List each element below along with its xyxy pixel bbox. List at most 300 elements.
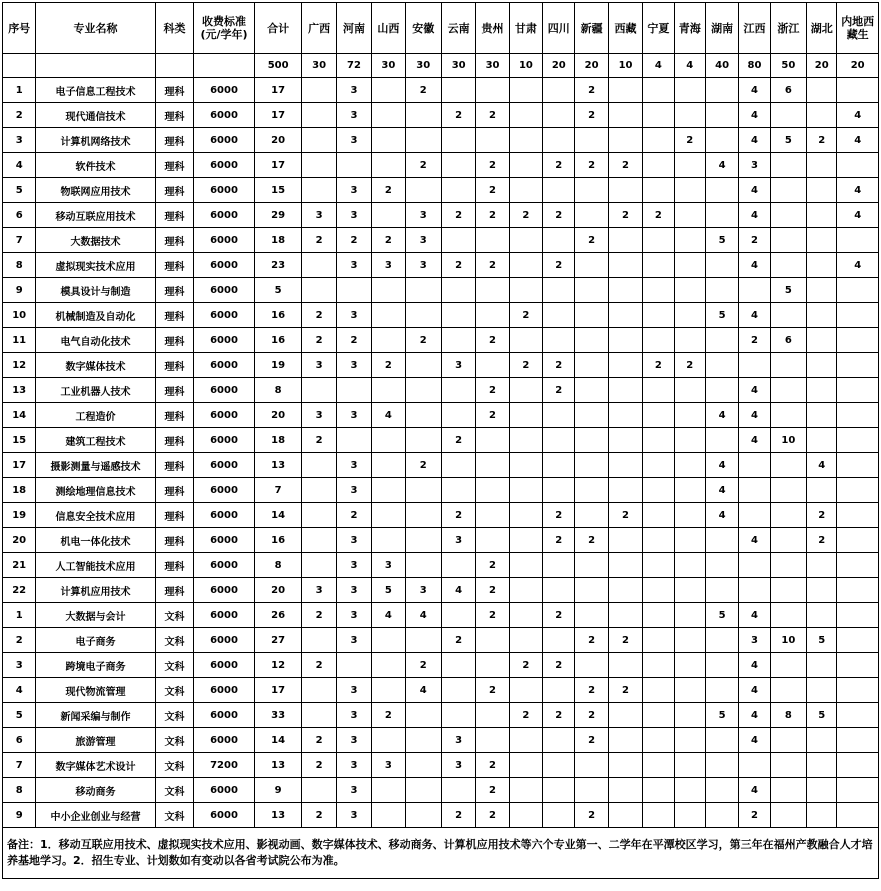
table-cell <box>674 428 705 453</box>
table-cell: 9 <box>3 803 36 828</box>
table-cell <box>509 228 542 253</box>
table-cell: 6000 <box>194 328 255 353</box>
table-cell <box>770 353 806 378</box>
table-cell <box>509 103 542 128</box>
table-cell <box>643 403 674 428</box>
table-cell <box>739 503 770 528</box>
table-cell: 3 <box>336 203 371 228</box>
table-cell <box>608 803 642 828</box>
table-cell <box>770 778 806 803</box>
table-cell <box>509 503 542 528</box>
table-cell <box>405 703 441 728</box>
table-cell: 2 <box>543 378 575 403</box>
table-cell <box>608 603 642 628</box>
table-cell: 4 <box>441 578 475 603</box>
table-cell: 2 <box>336 503 371 528</box>
table-cell: 4 <box>739 128 770 153</box>
table-cell <box>575 578 608 603</box>
table-cell: 10 <box>770 428 806 453</box>
table-cell: 理科 <box>155 428 193 453</box>
table-cell: 理科 <box>155 503 193 528</box>
table-cell: 6 <box>770 78 806 103</box>
table-cell <box>837 303 879 328</box>
table-cell <box>674 753 705 778</box>
table-cell: 2 <box>302 653 336 678</box>
table-cell <box>770 728 806 753</box>
table-cell: 3 <box>302 578 336 603</box>
table-cell: 20 <box>254 578 302 603</box>
table-cell <box>807 553 837 578</box>
table-cell <box>643 303 674 328</box>
table-cell: 2 <box>543 503 575 528</box>
table-cell <box>441 278 475 303</box>
table-cell <box>643 528 674 553</box>
table-cell <box>543 178 575 203</box>
table-cell <box>807 653 837 678</box>
table-cell <box>643 478 674 503</box>
table-cell: 10 <box>608 54 642 78</box>
table-cell <box>705 653 738 678</box>
table-cell: 2 <box>441 253 475 278</box>
table-cell <box>643 678 674 703</box>
table-cell: 软件技术 <box>36 153 155 178</box>
table-cell <box>372 453 405 478</box>
table-cell <box>441 328 475 353</box>
table-cell: 3 <box>739 628 770 653</box>
table-cell <box>509 528 542 553</box>
column-header: 序号 <box>3 3 36 54</box>
table-cell <box>674 378 705 403</box>
table-cell: 2 <box>543 203 575 228</box>
table-cell <box>643 253 674 278</box>
table-cell: 2 <box>575 678 608 703</box>
table-cell <box>837 603 879 628</box>
table-cell <box>441 303 475 328</box>
table-cell <box>807 403 837 428</box>
table-cell <box>405 403 441 428</box>
table-cell: 2 <box>302 303 336 328</box>
table-cell <box>608 453 642 478</box>
table-cell: 信息安全技术应用 <box>36 503 155 528</box>
table-cell: 8 <box>254 378 302 403</box>
table-cell <box>575 428 608 453</box>
table-cell: 6000 <box>194 178 255 203</box>
table-cell: 文科 <box>155 728 193 753</box>
table-cell <box>674 328 705 353</box>
table-cell: 3 <box>441 528 475 553</box>
table-cell: 理科 <box>155 303 193 328</box>
table-cell <box>405 428 441 453</box>
table-cell: 2 <box>509 653 542 678</box>
table-cell <box>837 503 879 528</box>
table-cell: 2 <box>302 803 336 828</box>
table-cell: 文科 <box>155 678 193 703</box>
table-cell <box>543 328 575 353</box>
table-cell <box>336 378 371 403</box>
table-cell: 虚拟现实技术应用 <box>36 253 155 278</box>
table-cell <box>509 453 542 478</box>
table-row <box>3 428 879 453</box>
table-cell: 30 <box>372 54 405 78</box>
table-cell: 9 <box>3 278 36 303</box>
table-cell <box>441 778 475 803</box>
table-row <box>3 303 879 328</box>
table-cell <box>509 128 542 153</box>
table-cell <box>643 453 674 478</box>
table-cell <box>476 128 509 153</box>
table-cell <box>807 303 837 328</box>
table-cell: 2 <box>302 728 336 753</box>
table-cell <box>837 703 879 728</box>
table-cell <box>608 103 642 128</box>
table-cell: 2 <box>543 703 575 728</box>
column-header: 山西 <box>372 3 405 54</box>
table-cell: 5 <box>705 228 738 253</box>
table-cell: 7 <box>254 478 302 503</box>
table-cell <box>837 478 879 503</box>
table-cell: 13 <box>254 753 302 778</box>
table-cell: 2 <box>476 778 509 803</box>
table-cell <box>543 78 575 103</box>
table-cell: 4 <box>739 78 770 103</box>
table-cell <box>405 553 441 578</box>
table-cell: 数字媒体艺术设计 <box>36 753 155 778</box>
table-cell <box>509 403 542 428</box>
table-row <box>3 528 879 553</box>
table-cell: 4 <box>739 103 770 128</box>
table-cell: 5 <box>705 303 738 328</box>
table-cell <box>807 178 837 203</box>
table-cell <box>643 778 674 803</box>
table-cell: 2 <box>405 453 441 478</box>
table-row <box>3 803 879 828</box>
table-cell <box>575 778 608 803</box>
table-row <box>3 603 879 628</box>
table-cell: 2 <box>608 628 642 653</box>
table-cell: 理科 <box>155 153 193 178</box>
table-cell <box>575 303 608 328</box>
table-cell: 6000 <box>194 603 255 628</box>
table-cell <box>674 678 705 703</box>
table-cell: 7 <box>3 228 36 253</box>
table-cell <box>575 403 608 428</box>
table-cell: 15 <box>254 178 302 203</box>
table-cell <box>674 653 705 678</box>
table-cell: 13 <box>254 453 302 478</box>
table-cell: 17 <box>254 78 302 103</box>
table-cell <box>36 54 155 78</box>
table-cell <box>575 553 608 578</box>
table-cell: 18 <box>254 428 302 453</box>
table-cell: 19 <box>3 503 36 528</box>
table-cell <box>608 753 642 778</box>
table-cell <box>739 553 770 578</box>
table-cell <box>643 803 674 828</box>
table-cell: 17 <box>254 103 302 128</box>
table-cell <box>476 478 509 503</box>
table-cell: 21 <box>3 553 36 578</box>
table-cell <box>705 328 738 353</box>
table-cell: 72 <box>336 54 371 78</box>
table-cell <box>509 778 542 803</box>
table-cell <box>674 453 705 478</box>
table-cell: 6000 <box>194 703 255 728</box>
table-cell <box>476 78 509 103</box>
table-cell: 4 <box>372 403 405 428</box>
table-cell <box>372 528 405 553</box>
table-cell <box>837 678 879 703</box>
table-cell: 5 <box>770 278 806 303</box>
table-cell <box>770 303 806 328</box>
table-cell: 2 <box>405 78 441 103</box>
table-cell: 2 <box>476 603 509 628</box>
table-cell: 6000 <box>194 303 255 328</box>
table-cell <box>705 753 738 778</box>
table-cell <box>674 503 705 528</box>
table-cell <box>476 703 509 728</box>
table-cell: 3 <box>336 453 371 478</box>
table-cell: 8 <box>3 253 36 278</box>
header-row <box>3 3 879 54</box>
table-cell <box>509 328 542 353</box>
table-cell <box>476 353 509 378</box>
table-cell: 4 <box>739 703 770 728</box>
table-cell: 5 <box>705 703 738 728</box>
table-cell <box>739 278 770 303</box>
table-cell <box>807 78 837 103</box>
table-cell <box>543 303 575 328</box>
table-cell: 4 <box>837 178 879 203</box>
table-cell <box>441 153 475 178</box>
table-cell <box>509 603 542 628</box>
table-cell <box>302 778 336 803</box>
table-cell: 5 <box>705 603 738 628</box>
table-cell: 20 <box>3 528 36 553</box>
table-cell <box>608 403 642 428</box>
table-cell <box>770 653 806 678</box>
table-cell <box>807 353 837 378</box>
table-cell <box>476 228 509 253</box>
table-cell <box>837 78 879 103</box>
table-cell <box>476 528 509 553</box>
column-header: 专业名称 <box>36 3 155 54</box>
table-cell <box>807 803 837 828</box>
column-header: 四川 <box>543 3 575 54</box>
table-cell <box>837 653 879 678</box>
table-cell: 2 <box>509 303 542 328</box>
table-row <box>3 778 879 803</box>
column-header: 西藏 <box>608 3 642 54</box>
table-cell <box>575 178 608 203</box>
table-cell <box>643 128 674 153</box>
table-cell: 8 <box>770 703 806 728</box>
table-cell: 3 <box>336 103 371 128</box>
footnote: 备注：1．移动互联应用技术、虚拟现实技术应用、影视动画、数字媒体技术、移动商务、计算机应用技术等六个专业第一、二学年在平潭校区学习，第三年在福州产教融合人才培养基地学习。2．招生专业、计划数如有变动以各省考试院公布为准。 <box>3 828 879 879</box>
table-cell: 16 <box>254 528 302 553</box>
table-cell <box>543 778 575 803</box>
table-cell <box>705 278 738 303</box>
table-cell: 2 <box>476 578 509 603</box>
table-cell: 3 <box>302 403 336 428</box>
table-cell <box>807 428 837 453</box>
table-cell <box>476 503 509 528</box>
table-cell: 5 <box>807 703 837 728</box>
table-cell: 2 <box>643 203 674 228</box>
table-cell <box>575 603 608 628</box>
table-cell <box>575 453 608 478</box>
table-cell: 机电一体化技术 <box>36 528 155 553</box>
table-cell: 4 <box>837 103 879 128</box>
table-cell: 4 <box>837 253 879 278</box>
table-cell: 4 <box>739 378 770 403</box>
table-cell: 3 <box>336 803 371 828</box>
table-cell <box>770 378 806 403</box>
table-cell: 大数据技术 <box>36 228 155 253</box>
table-cell: 理科 <box>155 278 193 303</box>
table-cell: 10 <box>770 628 806 653</box>
table-cell <box>543 403 575 428</box>
table-cell: 30 <box>441 54 475 78</box>
table-cell: 1 <box>3 78 36 103</box>
table-cell <box>441 703 475 728</box>
table-cell: 15 <box>3 428 36 453</box>
table-cell: 跨境电子商务 <box>36 653 155 678</box>
table-cell: 4 <box>643 54 674 78</box>
table-cell: 4 <box>705 503 738 528</box>
table-cell <box>807 253 837 278</box>
table-cell <box>509 478 542 503</box>
table-cell <box>770 153 806 178</box>
table-cell <box>302 553 336 578</box>
table-row <box>3 453 879 478</box>
table-cell <box>543 428 575 453</box>
table-cell <box>837 153 879 178</box>
table-cell: 4 <box>739 653 770 678</box>
table-cell <box>837 378 879 403</box>
table-cell: 6000 <box>194 378 255 403</box>
table-cell <box>705 628 738 653</box>
table-cell: 3 <box>336 603 371 628</box>
table-cell: 3 <box>302 353 336 378</box>
table-cell <box>372 153 405 178</box>
table-cell: 理科 <box>155 328 193 353</box>
table-cell: 17 <box>3 453 36 478</box>
table-cell: 2 <box>575 703 608 728</box>
table-cell <box>674 803 705 828</box>
table-cell <box>509 278 542 303</box>
table-cell: 6000 <box>194 578 255 603</box>
table-cell: 现代通信技术 <box>36 103 155 128</box>
table-cell <box>372 203 405 228</box>
table-cell: 3 <box>3 653 36 678</box>
table-cell: 2 <box>302 328 336 353</box>
table-cell: 16 <box>254 328 302 353</box>
table-cell: 6000 <box>194 128 255 153</box>
table-cell: 理科 <box>155 478 193 503</box>
table-cell: 2 <box>476 378 509 403</box>
table-cell <box>739 753 770 778</box>
table-cell <box>405 378 441 403</box>
table-cell <box>575 753 608 778</box>
table-cell: 2 <box>441 628 475 653</box>
table-cell <box>372 653 405 678</box>
table-row <box>3 353 879 378</box>
table-cell: 3 <box>336 528 371 553</box>
table-cell: 机械制造及自动化 <box>36 303 155 328</box>
table-cell: 测绘地理信息技术 <box>36 478 155 503</box>
table-cell: 大数据与会计 <box>36 603 155 628</box>
table-cell: 3 <box>336 403 371 428</box>
table-cell <box>608 353 642 378</box>
table-cell <box>674 78 705 103</box>
table-cell <box>705 378 738 403</box>
table-cell: 3 <box>372 253 405 278</box>
table-cell: 29 <box>254 203 302 228</box>
table-cell <box>643 178 674 203</box>
table-cell: 4 <box>739 528 770 553</box>
table-cell <box>705 578 738 603</box>
table-cell <box>643 653 674 678</box>
table-cell: 7200 <box>194 753 255 778</box>
table-cell <box>807 753 837 778</box>
table-cell: 8 <box>254 553 302 578</box>
table-cell: 8 <box>3 778 36 803</box>
table-cell <box>194 54 255 78</box>
table-cell <box>608 228 642 253</box>
table-cell <box>674 628 705 653</box>
table-cell: 6 <box>3 203 36 228</box>
table-cell <box>405 803 441 828</box>
table-cell <box>302 78 336 103</box>
table-cell <box>372 103 405 128</box>
table-cell <box>770 403 806 428</box>
table-cell: 2 <box>476 253 509 278</box>
table-cell <box>441 478 475 503</box>
table-cell: 4 <box>3 678 36 703</box>
table-cell: 文科 <box>155 778 193 803</box>
table-cell: 3 <box>336 703 371 728</box>
table-cell <box>302 103 336 128</box>
table-cell <box>705 528 738 553</box>
table-cell <box>705 253 738 278</box>
table-cell: 2 <box>543 153 575 178</box>
table-cell: 6000 <box>194 553 255 578</box>
table-cell: 4 <box>405 678 441 703</box>
table-cell: 6000 <box>194 203 255 228</box>
table-cell <box>441 78 475 103</box>
table-cell <box>643 753 674 778</box>
column-header: 湖北 <box>807 3 837 54</box>
table-cell <box>674 728 705 753</box>
table-cell: 电气自动化技术 <box>36 328 155 353</box>
table-cell: 3 <box>336 578 371 603</box>
table-cell: 理科 <box>155 528 193 553</box>
table-cell <box>372 378 405 403</box>
table-cell <box>575 478 608 503</box>
table-cell <box>643 328 674 353</box>
table-cell: 6000 <box>194 503 255 528</box>
table-cell: 工程造价 <box>36 403 155 428</box>
table-cell <box>575 253 608 278</box>
table-cell <box>476 628 509 653</box>
table-cell: 2 <box>476 203 509 228</box>
table-cell <box>608 428 642 453</box>
table-cell: 5 <box>770 128 806 153</box>
table-cell <box>405 303 441 328</box>
table-cell: 2 <box>575 153 608 178</box>
table-cell <box>643 153 674 178</box>
table-cell: 2 <box>372 703 405 728</box>
